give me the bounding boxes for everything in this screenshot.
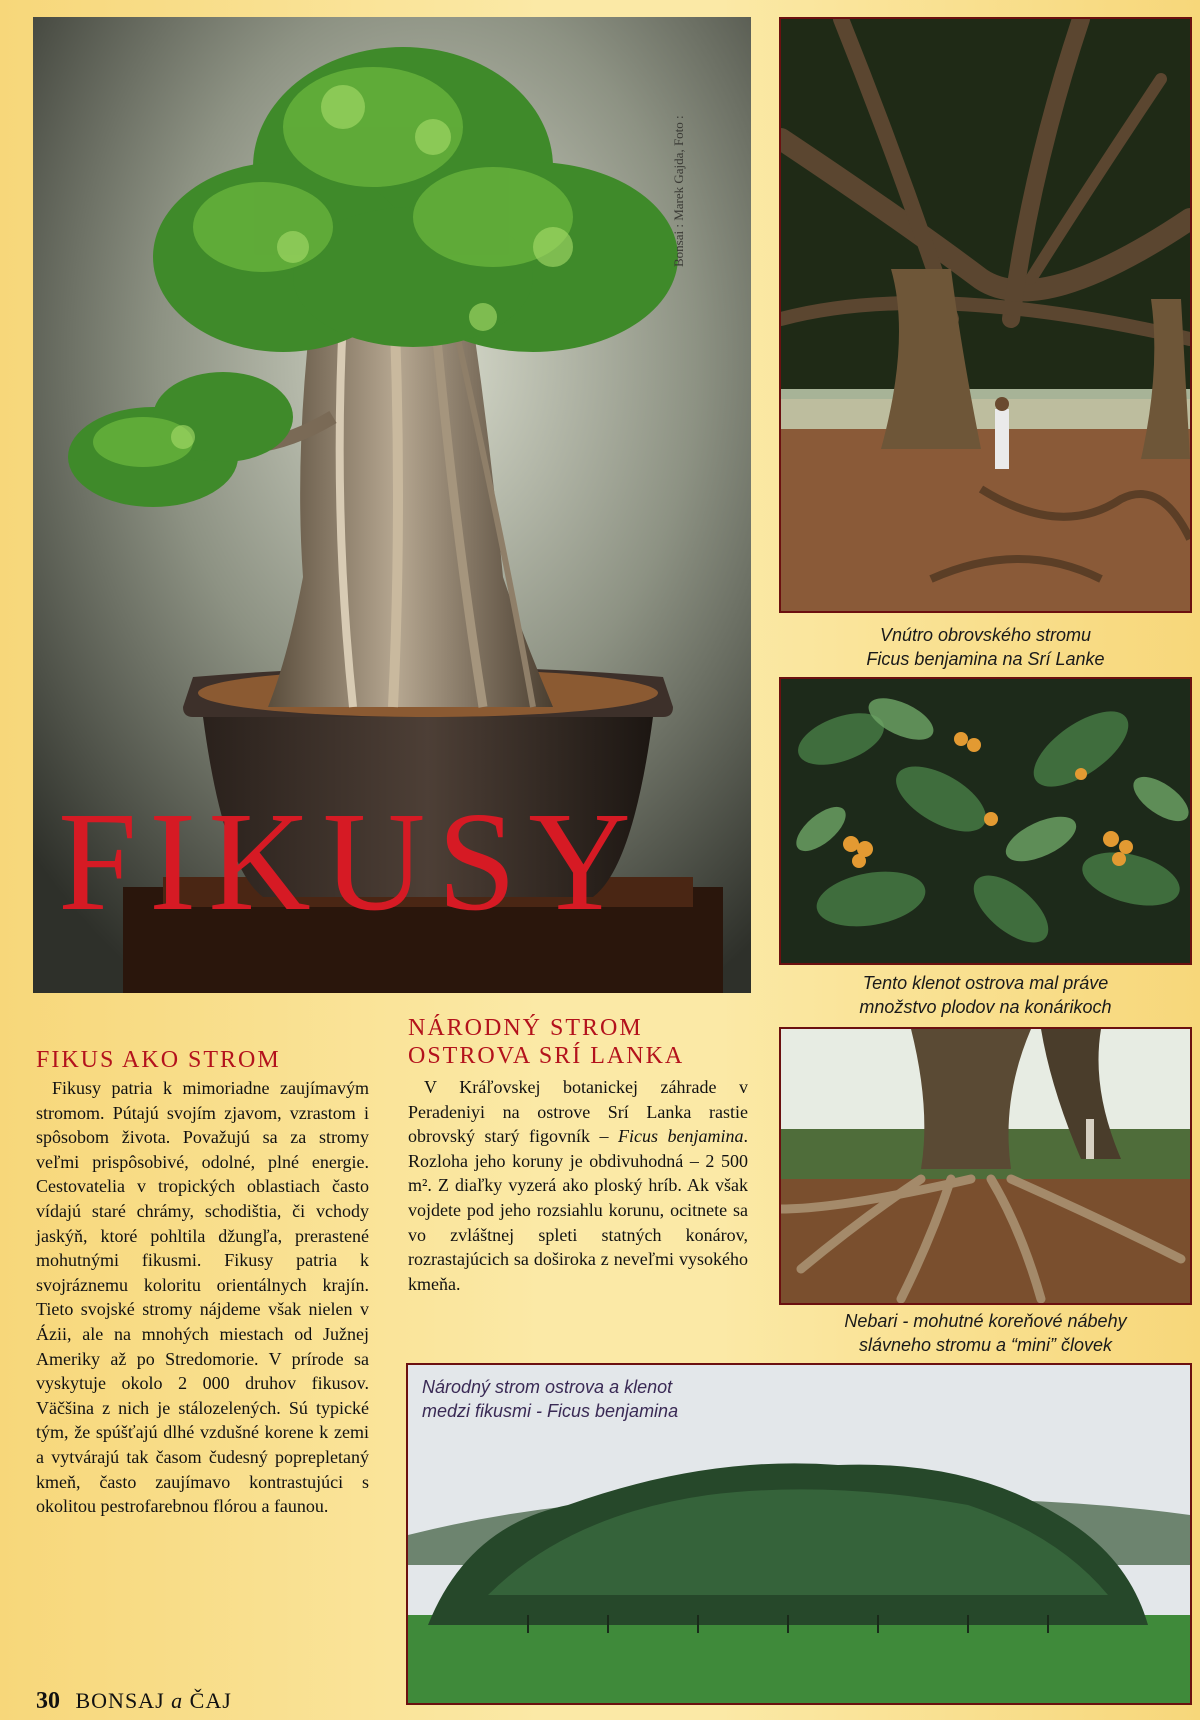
article2-heading [408,1014,748,1070]
panorama-caption [422,1375,752,1423]
banyan-interior-photo [779,17,1192,613]
article2-body [408,1075,748,1296]
page-footer [36,1688,232,1715]
magazine-name-conj: a [171,1688,184,1713]
main-title: FIKUSY [58,782,643,940]
magazine-name [76,1688,232,1713]
article1-heading: FIKUS AKO STROM [36,1047,281,1073]
page-number: 30 [36,1688,60,1714]
article2-text [408,1075,748,1296]
nebari-photo [779,1027,1192,1305]
article2-heading-line: OSTROVA SRÍ LANKA [408,1043,685,1069]
caption-line: medzi fikusmi - Ficus benjamina [422,1401,679,1421]
species-name: Ficus benjamina [618,1126,744,1147]
photo-credit: Bonsai : Marek Gajda, Foto : [671,115,686,267]
nebari-caption [779,1309,1192,1357]
article2-text-part: V Kráľovskej botanickej záhrade v Peradeniyi na ostrove Srí Lanka rastie obrovský starý figovník – [408,1077,748,1147]
caption-line: Ficus benjamina na Srí Lanke [866,649,1105,669]
magazine-name-part: ČAJ [189,1688,232,1713]
caption-line: Tento klenot ostrova mal práve [862,973,1109,993]
article1-body [36,1076,369,1519]
caption-line: Nebari - mohutné koreňové nábehy [844,1311,1127,1331]
fig-fruits-photo [779,677,1192,965]
caption-line: Národný strom ostrova a klenot [422,1377,673,1397]
article2-heading-line: NÁRODNÝ STROM [408,1015,643,1041]
magazine-name-part: BONSAJ [75,1688,165,1713]
fig-fruits-caption [779,971,1192,1019]
caption-line: slávneho stromu a “mini” človek [858,1335,1113,1355]
banyan-interior-caption [779,623,1192,671]
caption-line: množstvo plodov na konárikoch [859,997,1112,1017]
article2-text-part: . Rozloha jeho koruny je obdivuhodná – 2 500 m². Z diaľky vyzerá ako ploský hríb. Ak však vojdete pod jeho rozsiahlu korunu, ocitnete sa vo zvláštnej spleti statných konárov, rozrastajúcich sa doširoka z neveľmi vysokého kmeňa. [408,1126,749,1294]
article1-text: Fikusy patria k mimoriadne zaujímavým stromom. Pútajú svojím zjavom, vzrastom i spôsobom života. Považujú sa za stromy veľmi prispôsobivé, odolné, plné energie. Cestovatelia v tropických oblastiach často vídajú staré chrámy, schodištia, či vchody jaskýň, ktoré pohltila džungľa, prerastené mohutnými fikusmi. Fikusy patria k svojráznemu koloritu orientálnych krajín. Tieto svojské stromy nájdeme však nielen v Ázii, ale na mnohých miestach od Južnej Ameriky až po Stredomorie. V prírode sa vyskytuje okolo 2 000 druhov fikusov. Väčšina z nich je stálozelených. Sú typické tým, že spúšťajú dlhé vzdušné korene k zemi a vytvárajú tak časom čudesný poprepletaný kmeň, často zaujímavo kontrastujúci s okolitou pestrofarebnou flórou a faunou. [36,1078,369,1517]
caption-line: Vnútro obrovského stromu [879,625,1092,645]
